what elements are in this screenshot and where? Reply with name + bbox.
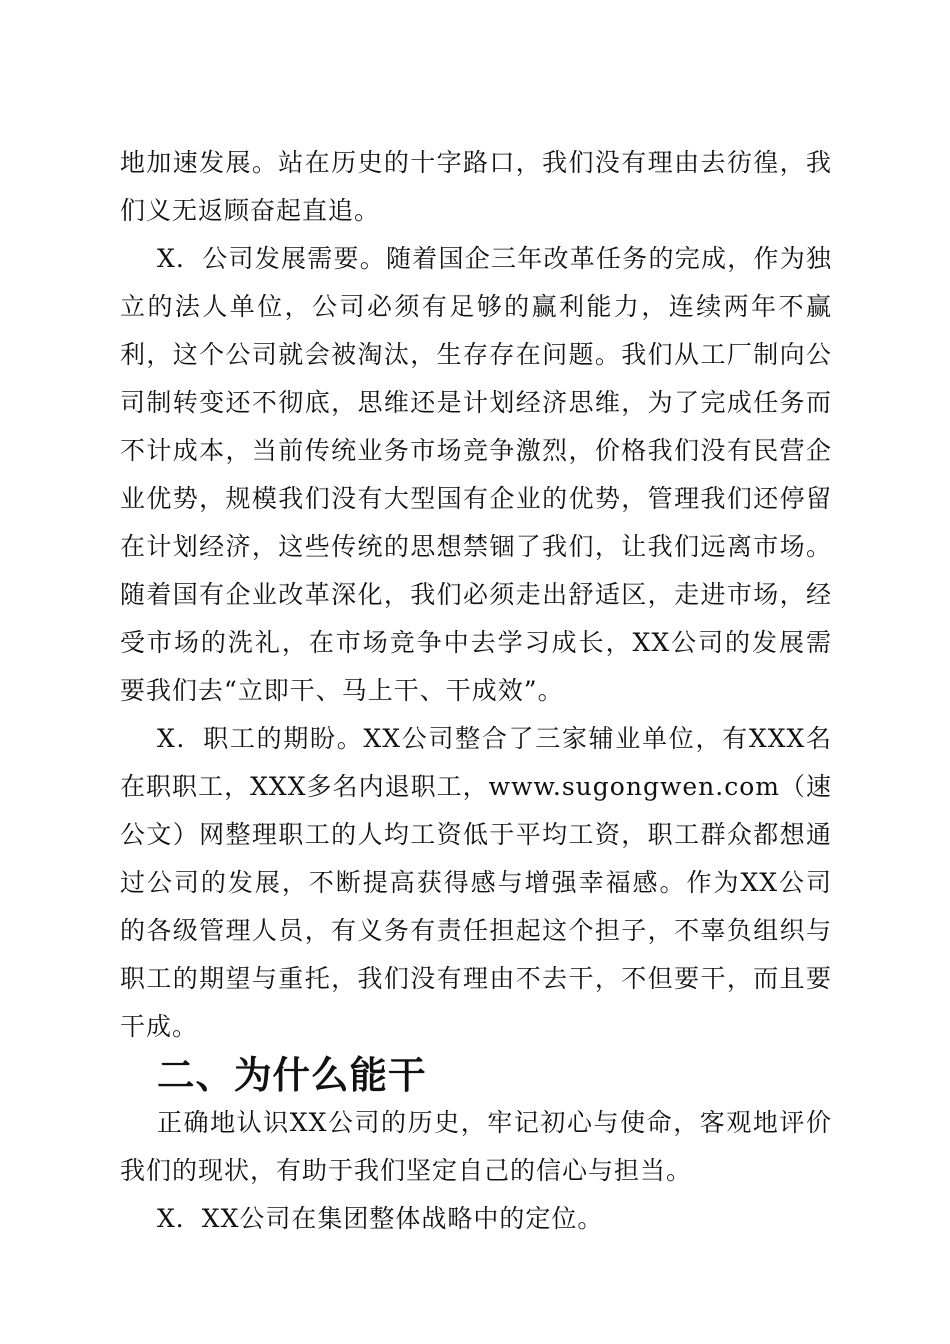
paragraph-strategic-positioning: X．XX公司在集团整体战略中的定位。 [157, 1204, 604, 1233]
section-heading: 二、为什么能干 [157, 1053, 427, 1097]
paragraph-company-development: X．公司发展需要。随着国企三年改革任务的完成，作为独立的法人单位，公司必须有足够的赢利能力，连续两年不赢利，这个公司就会被淘汰，生存存在问题。我们从工厂制向公司制转变还不彻底，思维还是计划经济思维，为了完成任务而不计成本，当前传统业务市场竞争激烈，价格我们没有民营企业优势，规模我们没有大型国有企业的优势，管理我们还停留在计划经济，这些传统的思想禁锢了我们，让我们远离市场。随着国有企业改革深化，我们必须走出舒适区，走进市场，经受市场的洗礼，在市场竞争中去学习成长，XX公司的发展需要我们去“立即干、马上干、干成效”。 [120, 244, 832, 705]
paragraph-history-understanding: 正确地认识XX公司的历史，牢记初心与使命，客观地评价我们的现状，有助于我们坚定自己的信心与担当。 [120, 1108, 832, 1185]
paragraph-employee-expectations: X．职工的期盼。XX公司整合了三家辅业单位，有XXX名在职职工，XXX多名内退职工，www.sugongwen.com（速公文）网整理职工的人均工资低于平均工资，职工群众都想通过公司的发展，不断提高获得感与增强幸福感。作为XX公司的各级管理人员，有义务有责任担起这个担子，不辜负组织与职工的期望与重托，我们没有理由不去干，不但要干，而且要干成。 [120, 724, 832, 1041]
document-body [120, 139, 832, 1243]
paragraph-continuation: 地加速发展。站在历史的十字路口，我们没有理由去彷徨，我们义无返顾奋起直追。 [120, 148, 832, 225]
